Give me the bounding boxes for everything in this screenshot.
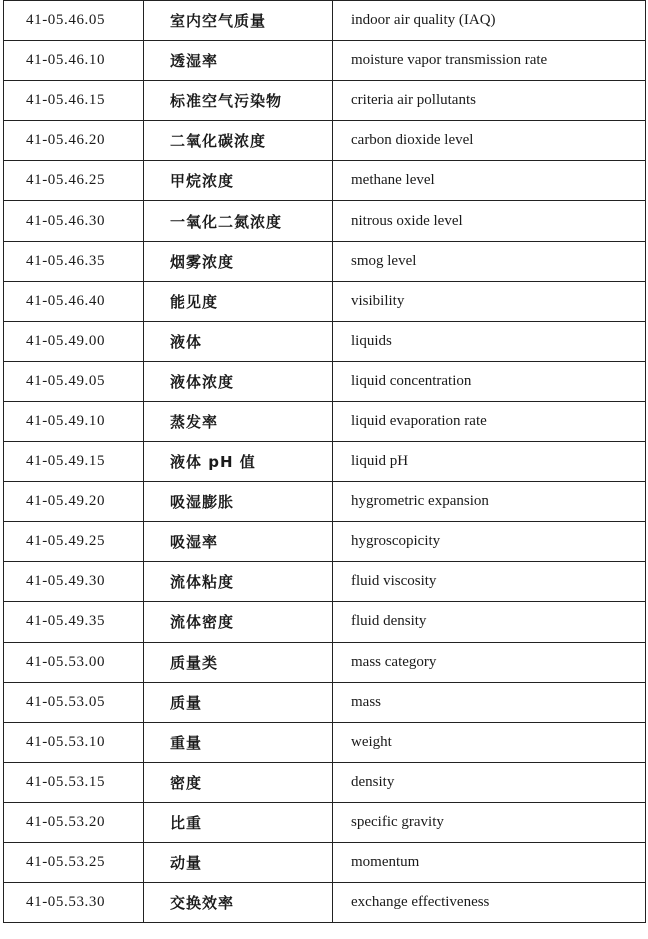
code-cell: 41-05.49.00 [4,321,144,361]
english-term-cell: exchange effectiveness [333,883,646,923]
code-cell: 41-05.49.05 [4,361,144,401]
code-cell: 41-05.46.15 [4,81,144,121]
chinese-term-cell: 二氧化碳浓度 [144,121,333,161]
chinese-term-cell: 比重 [144,802,333,842]
english-term-cell: smog level [333,241,646,281]
code-cell: 41-05.46.40 [4,281,144,321]
english-term-cell: indoor air quality (IAQ) [333,1,646,41]
chinese-term-cell: 交换效率 [144,883,333,923]
table-row [4,161,646,201]
chinese-term-cell: 动量 [144,842,333,882]
chinese-term-cell: 标准空气污染物 [144,81,333,121]
english-term-cell: mass category [333,642,646,682]
english-term-cell: momentum [333,842,646,882]
table-body [4,1,646,923]
table-row [4,722,646,762]
code-cell: 41-05.53.25 [4,842,144,882]
code-cell: 41-05.46.30 [4,201,144,241]
table-row [4,602,646,642]
code-cell: 41-05.53.00 [4,642,144,682]
code-cell: 41-05.49.25 [4,522,144,562]
code-cell: 41-05.49.10 [4,401,144,441]
code-cell: 41-05.53.10 [4,722,144,762]
chinese-term-cell: 质量类 [144,642,333,682]
table-row [4,81,646,121]
table-row [4,321,646,361]
code-cell: 41-05.49.20 [4,482,144,522]
table-row [4,241,646,281]
english-term-cell: carbon dioxide level [333,121,646,161]
chinese-term-cell: 蒸发率 [144,401,333,441]
code-cell: 41-05.53.05 [4,682,144,722]
table-row [4,41,646,81]
table-row [4,201,646,241]
english-term-cell: methane level [333,161,646,201]
english-term-cell: liquid concentration [333,361,646,401]
english-term-cell: fluid viscosity [333,562,646,602]
english-term-cell: visibility [333,281,646,321]
code-cell: 41-05.49.30 [4,562,144,602]
english-term-cell: specific gravity [333,802,646,842]
table-row [4,682,646,722]
chinese-term-cell: 流体粘度 [144,562,333,602]
table-row [4,121,646,161]
chinese-term-cell: 液体浓度 [144,361,333,401]
table-row [4,1,646,41]
english-term-cell: hygroscopicity [333,522,646,562]
table-row [4,883,646,923]
chinese-term-cell: 液体 [144,321,333,361]
table-row [4,482,646,522]
chinese-term-cell: 密度 [144,762,333,802]
english-term-cell: mass [333,682,646,722]
code-cell: 41-05.49.35 [4,602,144,642]
code-cell: 41-05.46.35 [4,241,144,281]
chinese-term-cell: 液体 pH 值 [144,442,333,482]
english-term-cell: hygrometric expansion [333,482,646,522]
table-row [4,281,646,321]
chinese-term-cell: 透湿率 [144,41,333,81]
table-row [4,762,646,802]
code-cell: 41-05.53.20 [4,802,144,842]
english-term-cell: liquid evaporation rate [333,401,646,441]
code-cell: 41-05.53.15 [4,762,144,802]
chinese-term-cell: 流体密度 [144,602,333,642]
chinese-term-cell: 一氧化二氮浓度 [144,201,333,241]
english-term-cell: moisture vapor transmission rate [333,41,646,81]
table-row [4,642,646,682]
english-term-cell: weight [333,722,646,762]
english-term-cell: fluid density [333,602,646,642]
chinese-term-cell: 质量 [144,682,333,722]
chinese-term-cell: 重量 [144,722,333,762]
table-row [4,842,646,882]
chinese-term-cell: 吸湿膨胀 [144,482,333,522]
code-cell: 41-05.53.30 [4,883,144,923]
english-term-cell: nitrous oxide level [333,201,646,241]
english-term-cell: density [333,762,646,802]
code-cell: 41-05.46.25 [4,161,144,201]
chinese-term-cell: 甲烷浓度 [144,161,333,201]
chinese-term-cell: 烟雾浓度 [144,241,333,281]
table-row [4,522,646,562]
code-cell: 41-05.46.20 [4,121,144,161]
chinese-term-cell: 吸湿率 [144,522,333,562]
english-term-cell: criteria air pollutants [333,81,646,121]
classification-table [3,0,646,923]
chinese-term-cell: 能见度 [144,281,333,321]
code-cell: 41-05.46.05 [4,1,144,41]
table-row [4,361,646,401]
table-row [4,401,646,441]
table-row [4,562,646,602]
chinese-term-cell: 室内空气质量 [144,1,333,41]
table-row [4,442,646,482]
table-row [4,802,646,842]
english-term-cell: liquids [333,321,646,361]
code-cell: 41-05.46.10 [4,41,144,81]
code-cell: 41-05.49.15 [4,442,144,482]
classification-table-container [3,0,645,923]
english-term-cell: liquid pH [333,442,646,482]
